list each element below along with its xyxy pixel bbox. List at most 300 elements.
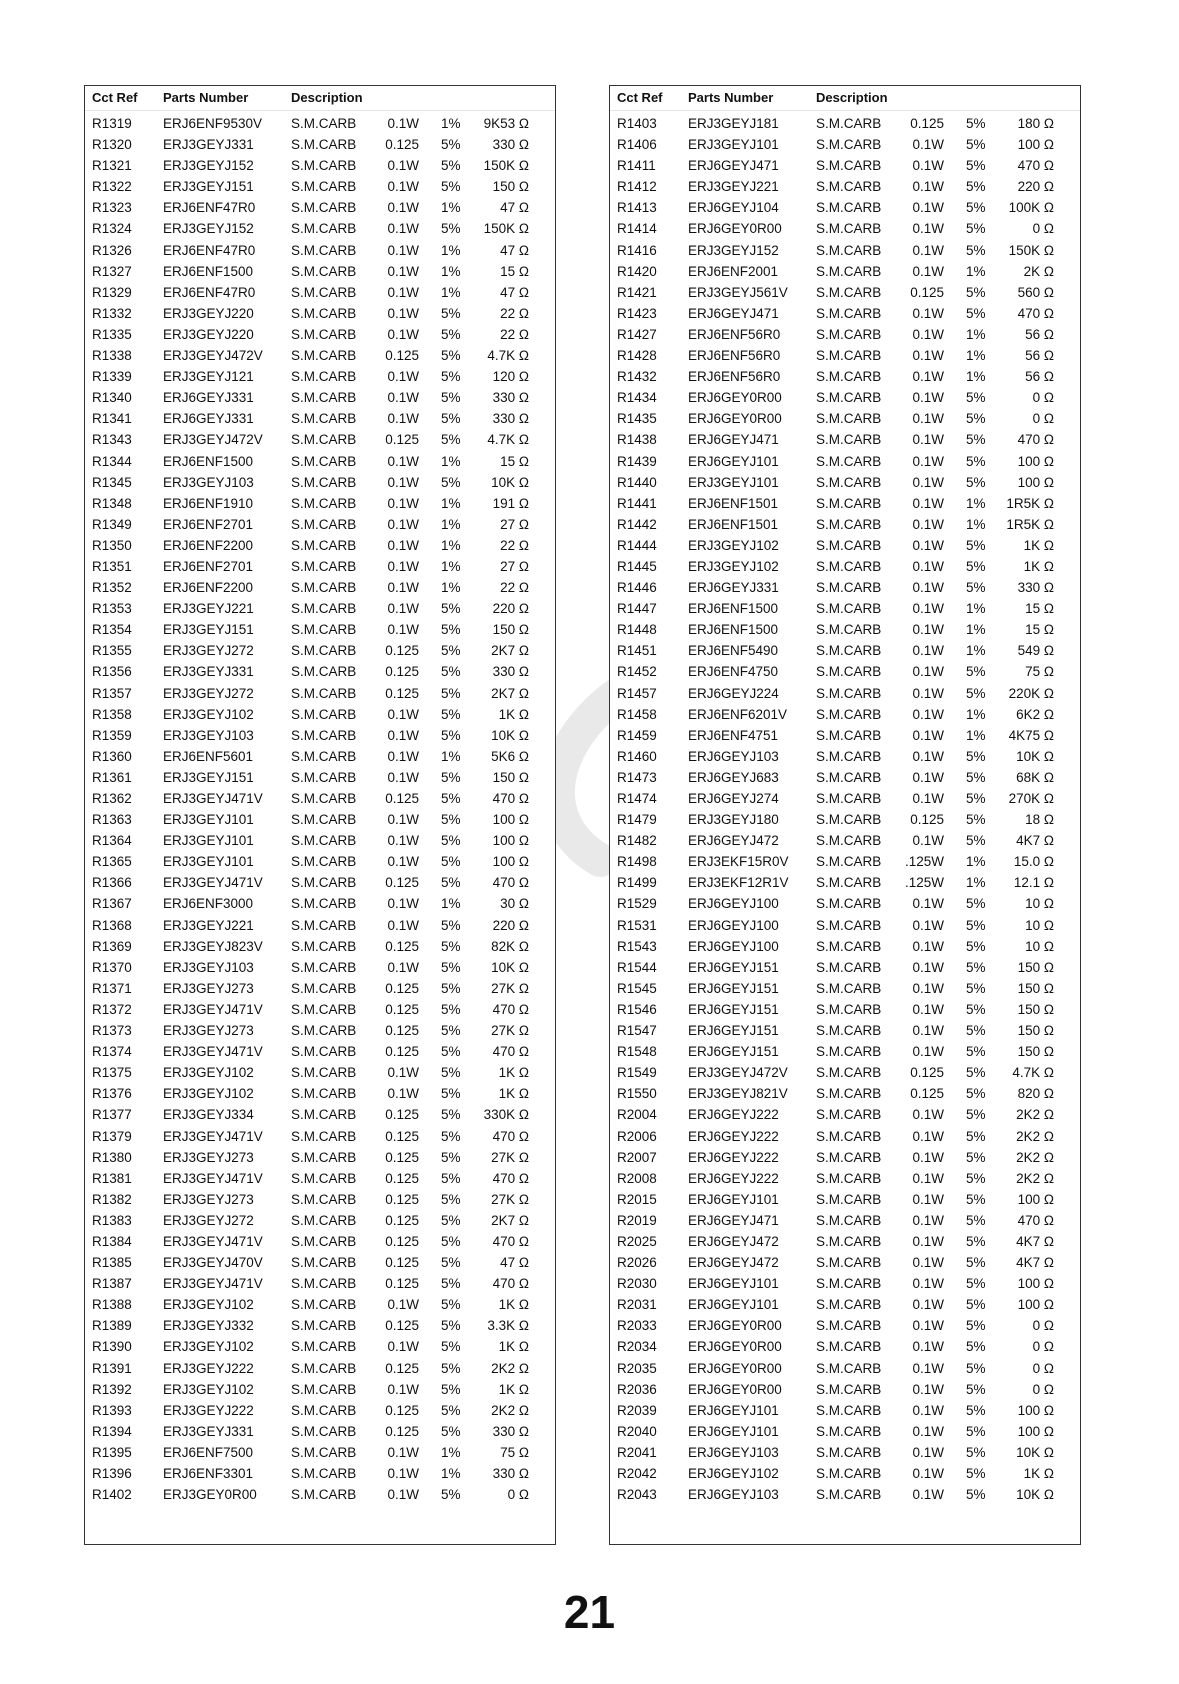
cell-tolerance: 5% bbox=[966, 1191, 986, 1207]
cell-value: 220 Ω bbox=[492, 917, 529, 933]
cell-description: S.M.CARB bbox=[816, 453, 882, 469]
cell-description: S.M.CARB bbox=[816, 601, 882, 617]
table-row bbox=[85, 936, 555, 957]
cell-description: S.M.CARB bbox=[816, 495, 882, 511]
cell-tolerance: 1% bbox=[966, 348, 986, 364]
cell-parts-number: ERJ6ENF47R0 bbox=[163, 200, 256, 216]
cell-wattage: 0.1W bbox=[387, 917, 419, 933]
cell-wattage: 0.1W bbox=[387, 453, 419, 469]
cell-cct-ref: R2031 bbox=[617, 1297, 657, 1313]
cell-tolerance: 5% bbox=[966, 980, 986, 996]
cell-value: 4K7 Ω bbox=[1016, 1255, 1054, 1271]
cell-value: 4K7 Ω bbox=[1016, 833, 1054, 849]
table-row bbox=[85, 767, 555, 788]
cell-tolerance: 5% bbox=[441, 791, 461, 806]
cell-value: 150 Ω bbox=[492, 179, 529, 195]
cell-wattage: 0.1W bbox=[387, 221, 419, 237]
cell-parts-number: ERJ6GEYJ331 bbox=[163, 411, 254, 427]
cell-tolerance: 1% bbox=[441, 748, 461, 764]
cell-cct-ref: R1326 bbox=[92, 242, 132, 258]
table-row bbox=[610, 113, 1080, 134]
cell-value: 150 Ω bbox=[1017, 1023, 1054, 1039]
cell-description: S.M.CARB bbox=[816, 664, 882, 680]
cell-tolerance: 5% bbox=[441, 411, 461, 427]
cell-tolerance: 5% bbox=[966, 305, 986, 321]
cell-cct-ref: R1396 bbox=[92, 1466, 132, 1481]
cell-cct-ref: R1413 bbox=[617, 200, 657, 216]
cell-description: S.M.CARB bbox=[816, 959, 882, 975]
cell-cct-ref: R1434 bbox=[617, 390, 657, 406]
cell-description: S.M.CARB bbox=[291, 664, 357, 680]
cell-description: S.M.CARB bbox=[291, 854, 357, 870]
table-row bbox=[610, 1358, 1080, 1379]
cell-cct-ref: R1371 bbox=[92, 980, 132, 996]
cell-wattage: 0.125 bbox=[385, 1402, 419, 1418]
cell-cct-ref: R1446 bbox=[617, 580, 657, 596]
table-row bbox=[85, 915, 555, 936]
cell-tolerance: 1% bbox=[966, 601, 986, 617]
cell-parts-number: ERJ6ENF56R0 bbox=[688, 326, 781, 342]
cell-cct-ref: R1546 bbox=[617, 1001, 657, 1017]
cell-cct-ref: R1348 bbox=[92, 495, 132, 511]
table-row bbox=[610, 1294, 1080, 1315]
cell-parts-number: ERJ6ENF1500 bbox=[688, 601, 779, 617]
table-row bbox=[610, 767, 1080, 788]
cell-parts-number: ERJ3GEYJ102 bbox=[688, 537, 779, 553]
cell-parts-number: ERJ3GEYJ102 bbox=[163, 1339, 254, 1355]
parts-table-right bbox=[609, 85, 1081, 1545]
cell-value: 10K Ω bbox=[1016, 1444, 1054, 1460]
cell-parts-number: ERJ6GEYJ472 bbox=[688, 1233, 779, 1249]
cell-tolerance: 5% bbox=[441, 1233, 461, 1249]
cell-wattage: 0.1W bbox=[912, 411, 944, 427]
cell-tolerance: 5% bbox=[966, 221, 986, 237]
cell-parts-number: ERJ6ENF2001 bbox=[688, 263, 779, 279]
cell-value: 330 Ω bbox=[492, 390, 529, 406]
table-row bbox=[85, 261, 555, 282]
cell-cct-ref: R1428 bbox=[617, 348, 657, 364]
table-row bbox=[610, 1252, 1080, 1273]
cell-tolerance: 5% bbox=[441, 432, 461, 448]
cell-cct-ref: R1457 bbox=[617, 685, 657, 701]
cell-tolerance: 5% bbox=[966, 179, 986, 195]
cell-tolerance: 1% bbox=[441, 116, 461, 131]
cell-wattage: 0.1W bbox=[912, 1466, 944, 1481]
cell-value: 2K7 Ω bbox=[491, 643, 529, 659]
cell-value: 1K Ω bbox=[1023, 1466, 1054, 1481]
cell-parts-number: ERJ6GEYJ472 bbox=[688, 1255, 779, 1271]
cell-parts-number: ERJ6GEYJ103 bbox=[688, 748, 779, 764]
cell-tolerance: 5% bbox=[966, 158, 986, 174]
cell-wattage: 0.1W bbox=[912, 748, 944, 764]
cell-wattage: 0.125 bbox=[385, 1423, 419, 1439]
table-row bbox=[85, 1231, 555, 1252]
cell-wattage: 0.1W bbox=[912, 622, 944, 638]
cell-cct-ref: R1479 bbox=[617, 812, 657, 828]
cell-value: 12.1 Ω bbox=[1013, 875, 1054, 891]
cell-description: S.M.CARB bbox=[816, 727, 882, 743]
cell-cct-ref: R2019 bbox=[617, 1212, 657, 1228]
cell-cct-ref: R1335 bbox=[92, 326, 132, 342]
cell-tolerance: 1% bbox=[966, 369, 986, 385]
table-row bbox=[85, 113, 555, 134]
cell-parts-number: ERJ6ENF6201V bbox=[688, 706, 788, 722]
cell-wattage: 0.1W bbox=[387, 1339, 419, 1355]
table-row bbox=[610, 725, 1080, 746]
cell-wattage: 0.1W bbox=[387, 580, 419, 596]
cell-wattage: 0.1W bbox=[387, 706, 419, 722]
cell-cct-ref: R2033 bbox=[617, 1318, 657, 1334]
cell-value: 15 Ω bbox=[1025, 601, 1054, 617]
cell-parts-number: ERJ3GEYJ273 bbox=[163, 1149, 254, 1165]
cell-description: S.M.CARB bbox=[816, 1233, 882, 1249]
cell-wattage: 0.1W bbox=[912, 558, 944, 574]
table-row bbox=[85, 1126, 555, 1147]
table-row bbox=[610, 1210, 1080, 1231]
cell-description: S.M.CARB bbox=[291, 727, 357, 743]
cell-description: S.M.CARB bbox=[291, 1191, 357, 1207]
cell-cct-ref: R1451 bbox=[617, 643, 657, 659]
cell-value: 5K6 Ω bbox=[491, 748, 529, 764]
cell-tolerance: 1% bbox=[441, 242, 461, 258]
cell-wattage: 0.125 bbox=[385, 348, 419, 364]
cell-cct-ref: R1427 bbox=[617, 326, 657, 342]
cell-value: 470 Ω bbox=[492, 1276, 529, 1292]
cell-wattage: 0.125 bbox=[385, 1128, 419, 1144]
cell-parts-number: ERJ3GEYJ471V bbox=[163, 1233, 263, 1249]
cell-wattage: 0.1W bbox=[387, 390, 419, 406]
cell-tolerance: 1% bbox=[966, 516, 986, 532]
cell-parts-number: ERJ6GEYJ103 bbox=[688, 1487, 779, 1503]
cell-wattage: 0.1W bbox=[912, 1487, 944, 1503]
cell-tolerance: 5% bbox=[966, 558, 986, 574]
cell-value: 4.7K Ω bbox=[487, 432, 529, 448]
cell-parts-number: ERJ3GEYJ222 bbox=[163, 1402, 254, 1418]
cell-description: S.M.CARB bbox=[291, 1001, 357, 1017]
cell-description: S.M.CARB bbox=[291, 1086, 357, 1102]
cell-tolerance: 5% bbox=[966, 959, 986, 975]
table-row bbox=[85, 577, 555, 598]
cell-parts-number: ERJ3GEYJ273 bbox=[163, 980, 254, 996]
cell-cct-ref: R1362 bbox=[92, 791, 132, 806]
cell-cct-ref: R1384 bbox=[92, 1233, 132, 1249]
cell-cct-ref: R1482 bbox=[617, 833, 657, 849]
cell-value: 100 Ω bbox=[492, 812, 529, 828]
cell-wattage: 0.1W bbox=[387, 748, 419, 764]
table-row bbox=[610, 514, 1080, 535]
cell-description: S.M.CARB bbox=[816, 1149, 882, 1165]
cell-wattage: 0.1W bbox=[387, 158, 419, 174]
cell-value: 10 Ω bbox=[1025, 938, 1054, 954]
cell-value: 47 Ω bbox=[500, 1255, 529, 1271]
cell-description: S.M.CARB bbox=[816, 875, 882, 891]
table-row bbox=[85, 1062, 555, 1083]
table-row bbox=[610, 176, 1080, 197]
cell-description: S.M.CARB bbox=[816, 854, 882, 870]
table-row bbox=[610, 324, 1080, 345]
cell-wattage: 0.125 bbox=[385, 1149, 419, 1165]
cell-tolerance: 5% bbox=[966, 242, 986, 258]
cell-parts-number: ERJ3GEYJ101 bbox=[688, 137, 779, 153]
cell-cct-ref: R1324 bbox=[92, 221, 132, 237]
cell-value: 270K Ω bbox=[1008, 791, 1054, 806]
cell-parts-number: ERJ6GEY0R00 bbox=[688, 411, 782, 427]
table-row bbox=[610, 387, 1080, 408]
cell-tolerance: 5% bbox=[966, 453, 986, 469]
cell-cct-ref: R1416 bbox=[617, 242, 657, 258]
cell-wattage: 0.1W bbox=[387, 769, 419, 785]
cell-tolerance: 5% bbox=[966, 537, 986, 553]
cell-tolerance: 5% bbox=[966, 1466, 986, 1481]
cell-tolerance: 5% bbox=[966, 432, 986, 448]
cell-value: 15.0 Ω bbox=[1013, 854, 1054, 870]
table-row bbox=[85, 1041, 555, 1062]
cell-description: S.M.CARB bbox=[291, 1276, 357, 1292]
cell-parts-number: ERJ6ENF9530V bbox=[163, 116, 263, 131]
cell-description: S.M.CARB bbox=[291, 1423, 357, 1439]
cell-value: 0 Ω bbox=[1032, 411, 1054, 427]
cell-value: 470 Ω bbox=[492, 1170, 529, 1186]
cell-parts-number: ERJ3GEYJ102 bbox=[163, 1297, 254, 1313]
cell-description: S.M.CARB bbox=[291, 833, 357, 849]
table-row bbox=[85, 872, 555, 893]
table-row bbox=[85, 472, 555, 493]
cell-description: S.M.CARB bbox=[816, 1297, 882, 1313]
cell-wattage: 0.1W bbox=[387, 854, 419, 870]
cell-wattage: 0.1W bbox=[912, 179, 944, 195]
cell-value: 100 Ω bbox=[1017, 1402, 1054, 1418]
cell-tolerance: 5% bbox=[966, 791, 986, 806]
cell-tolerance: 1% bbox=[966, 854, 986, 870]
cell-wattage: 0.125 bbox=[385, 875, 419, 891]
cell-wattage: 0.125 bbox=[385, 1023, 419, 1039]
cell-tolerance: 5% bbox=[441, 601, 461, 617]
cell-description: S.M.CARB bbox=[291, 432, 357, 448]
cell-parts-number: ERJ6GEYJ104 bbox=[688, 200, 779, 216]
cell-wattage: 0.1W bbox=[912, 1107, 944, 1123]
cell-wattage: 0.1W bbox=[912, 474, 944, 490]
table-row bbox=[610, 345, 1080, 366]
cell-tolerance: 5% bbox=[966, 474, 986, 490]
cell-parts-number: ERJ3GEYJ471V bbox=[163, 1276, 263, 1292]
cell-parts-number: ERJ6GEYJ101 bbox=[688, 453, 779, 469]
table-row bbox=[610, 1442, 1080, 1463]
cell-parts-number: ERJ3GEYJ220 bbox=[163, 326, 254, 342]
cell-tolerance: 5% bbox=[441, 706, 461, 722]
cell-parts-number: ERJ3GEYJ332 bbox=[163, 1318, 254, 1334]
cell-parts-number: ERJ3GEYJ471V bbox=[163, 1170, 263, 1186]
cell-value: 4K7 Ω bbox=[1016, 1233, 1054, 1249]
cell-description: S.M.CARB bbox=[816, 1170, 882, 1186]
table-row bbox=[610, 134, 1080, 155]
cell-wattage: 0.1W bbox=[912, 1381, 944, 1397]
cell-description: S.M.CARB bbox=[816, 1255, 882, 1271]
table-row bbox=[610, 1463, 1080, 1484]
cell-tolerance: 5% bbox=[441, 833, 461, 849]
cell-value: 220K Ω bbox=[1008, 685, 1054, 701]
table-row bbox=[610, 915, 1080, 936]
cell-wattage: 0.1W bbox=[912, 1423, 944, 1439]
cell-tolerance: 1% bbox=[966, 643, 986, 659]
cell-tolerance: 5% bbox=[441, 1149, 461, 1165]
cell-cct-ref: R2026 bbox=[617, 1255, 657, 1271]
cell-description: S.M.CARB bbox=[816, 537, 882, 553]
cell-tolerance: 5% bbox=[966, 896, 986, 912]
cell-wattage: 0.1W bbox=[912, 727, 944, 743]
table-row bbox=[85, 408, 555, 429]
cell-value: 3.3K Ω bbox=[487, 1318, 529, 1334]
cell-parts-number: ERJ6GEYJ101 bbox=[688, 1297, 779, 1313]
cell-parts-number: ERJ3GEYJ561V bbox=[688, 284, 788, 300]
cell-tolerance: 5% bbox=[966, 1212, 986, 1228]
cell-wattage: 0.1W bbox=[387, 1086, 419, 1102]
cell-wattage: 0.1W bbox=[912, 1044, 944, 1060]
cell-parts-number: ERJ6ENF56R0 bbox=[688, 369, 781, 385]
cell-value: 30 Ω bbox=[500, 896, 529, 912]
cell-value: 9K53 Ω bbox=[483, 116, 529, 131]
cell-wattage: 0.1W bbox=[387, 1065, 419, 1081]
cell-value: 100K Ω bbox=[1008, 200, 1054, 216]
cell-cct-ref: R1448 bbox=[617, 622, 657, 638]
table-row bbox=[85, 345, 555, 366]
table-row bbox=[85, 1442, 555, 1463]
table-row bbox=[85, 1421, 555, 1442]
cell-cct-ref: R1355 bbox=[92, 643, 132, 659]
cell-tolerance: 5% bbox=[966, 390, 986, 406]
cell-cct-ref: R1357 bbox=[92, 685, 132, 701]
cell-wattage: 0.125 bbox=[910, 1086, 944, 1102]
table-row bbox=[610, 451, 1080, 472]
cell-value: 560 Ω bbox=[1017, 284, 1054, 300]
cell-parts-number: ERJ3GEYJ102 bbox=[163, 1065, 254, 1081]
cell-parts-number: ERJ6ENF56R0 bbox=[688, 348, 781, 364]
cell-value: 2K2 Ω bbox=[491, 1360, 529, 1376]
cell-description: S.M.CARB bbox=[816, 1107, 882, 1123]
cell-description: S.M.CARB bbox=[291, 537, 357, 553]
table-row bbox=[85, 893, 555, 914]
table-row bbox=[610, 1104, 1080, 1125]
cell-cct-ref: R1341 bbox=[92, 411, 132, 427]
cell-parts-number: ERJ6GEYJ100 bbox=[688, 917, 779, 933]
cell-description: S.M.CARB bbox=[816, 1001, 882, 1017]
cell-tolerance: 5% bbox=[441, 1402, 461, 1418]
cell-value: 27K Ω bbox=[491, 1149, 529, 1165]
cell-parts-number: ERJ6GEYJ222 bbox=[688, 1107, 779, 1123]
table-row bbox=[85, 640, 555, 661]
cell-wattage: 0.125 bbox=[385, 1233, 419, 1249]
cell-tolerance: 5% bbox=[441, 1107, 461, 1123]
cell-value: 470 Ω bbox=[492, 1128, 529, 1144]
cell-wattage: 0.1W bbox=[912, 1339, 944, 1355]
cell-value: 1K Ω bbox=[498, 1065, 529, 1081]
cell-parts-number: ERJ3GEYJ334 bbox=[163, 1107, 254, 1123]
cell-tolerance: 5% bbox=[966, 938, 986, 954]
cell-wattage: 0.1W bbox=[912, 242, 944, 258]
cell-parts-number: ERJ6GEYJ151 bbox=[688, 980, 779, 996]
table-row bbox=[85, 535, 555, 556]
cell-parts-number: ERJ3GEYJ151 bbox=[163, 622, 254, 638]
cell-tolerance: 5% bbox=[966, 833, 986, 849]
cell-parts-number: ERJ6GEY0R00 bbox=[688, 1339, 782, 1355]
cell-tolerance: 5% bbox=[441, 1297, 461, 1313]
cell-value: 47 Ω bbox=[500, 200, 529, 216]
cell-value: 0 Ω bbox=[1032, 390, 1054, 406]
cell-tolerance: 1% bbox=[441, 580, 461, 596]
cell-value: 4.7K Ω bbox=[1012, 1065, 1054, 1081]
table-row bbox=[610, 872, 1080, 893]
cell-tolerance: 5% bbox=[441, 348, 461, 364]
cell-parts-number: ERJ6GEY0R00 bbox=[688, 221, 782, 237]
cell-value: 1K Ω bbox=[498, 1339, 529, 1355]
cell-parts-number: ERJ6GEYJ224 bbox=[688, 685, 779, 701]
cell-value: 100 Ω bbox=[492, 854, 529, 870]
cell-parts-number: ERJ3GEYJ471V bbox=[163, 1001, 263, 1017]
cell-description: S.M.CARB bbox=[816, 1339, 882, 1355]
cell-parts-number: ERJ6GEYJ102 bbox=[688, 1466, 779, 1481]
table-row bbox=[610, 619, 1080, 640]
cell-tolerance: 5% bbox=[441, 727, 461, 743]
cell-wattage: 0.1W bbox=[912, 537, 944, 553]
cell-value: 549 Ω bbox=[1017, 643, 1054, 659]
cell-parts-number: ERJ3GEYJ823V bbox=[163, 938, 263, 954]
table-row bbox=[85, 999, 555, 1020]
cell-tolerance: 5% bbox=[441, 1423, 461, 1439]
cell-cct-ref: R1322 bbox=[92, 179, 132, 195]
cell-value: 22 Ω bbox=[500, 537, 529, 553]
cell-description: S.M.CARB bbox=[291, 1487, 357, 1503]
cell-description: S.M.CARB bbox=[291, 305, 357, 321]
cell-wattage: 0.1W bbox=[912, 938, 944, 954]
cell-tolerance: 5% bbox=[441, 1487, 461, 1503]
cell-cct-ref: R1452 bbox=[617, 664, 657, 680]
cell-tolerance: 5% bbox=[441, 854, 461, 870]
cell-tolerance: 5% bbox=[966, 769, 986, 785]
cell-parts-number: ERJ6GEYJ471 bbox=[688, 305, 779, 321]
table-row bbox=[610, 598, 1080, 619]
cell-description: S.M.CARB bbox=[291, 242, 357, 258]
cell-value: 1K Ω bbox=[498, 706, 529, 722]
cell-value: 10K Ω bbox=[1016, 1487, 1054, 1503]
cell-cct-ref: R1382 bbox=[92, 1191, 132, 1207]
cell-value: 15 Ω bbox=[1025, 622, 1054, 638]
cell-description: S.M.CARB bbox=[816, 390, 882, 406]
cell-value: 470 Ω bbox=[492, 791, 529, 806]
cell-tolerance: 5% bbox=[441, 1170, 461, 1186]
table-row bbox=[610, 788, 1080, 809]
cell-description: S.M.CARB bbox=[816, 1086, 882, 1102]
cell-value: 330 Ω bbox=[492, 1423, 529, 1439]
cell-parts-number: ERJ6GEYJ151 bbox=[688, 1023, 779, 1039]
cell-value: 100 Ω bbox=[1017, 1276, 1054, 1292]
cell-parts-number: ERJ6ENF4751 bbox=[688, 727, 779, 743]
cell-parts-number: ERJ3GEYJ151 bbox=[163, 179, 254, 195]
cell-value: 100 Ω bbox=[1017, 1191, 1054, 1207]
cell-tolerance: 5% bbox=[441, 1044, 461, 1060]
table-row bbox=[85, 282, 555, 303]
cell-description: S.M.CARB bbox=[816, 326, 882, 342]
cell-wattage: 0.1W bbox=[912, 1023, 944, 1039]
cell-parts-number: ERJ3GEYJ103 bbox=[163, 727, 254, 743]
cell-tolerance: 5% bbox=[966, 116, 986, 131]
cell-wattage: 0.1W bbox=[912, 369, 944, 385]
cell-value: 470 Ω bbox=[492, 1044, 529, 1060]
cell-tolerance: 5% bbox=[966, 1276, 986, 1292]
cell-description: S.M.CARB bbox=[816, 284, 882, 300]
cell-cct-ref: R1444 bbox=[617, 537, 657, 553]
table-row bbox=[85, 725, 555, 746]
cell-wattage: 0.1W bbox=[387, 727, 419, 743]
table-row bbox=[610, 282, 1080, 303]
